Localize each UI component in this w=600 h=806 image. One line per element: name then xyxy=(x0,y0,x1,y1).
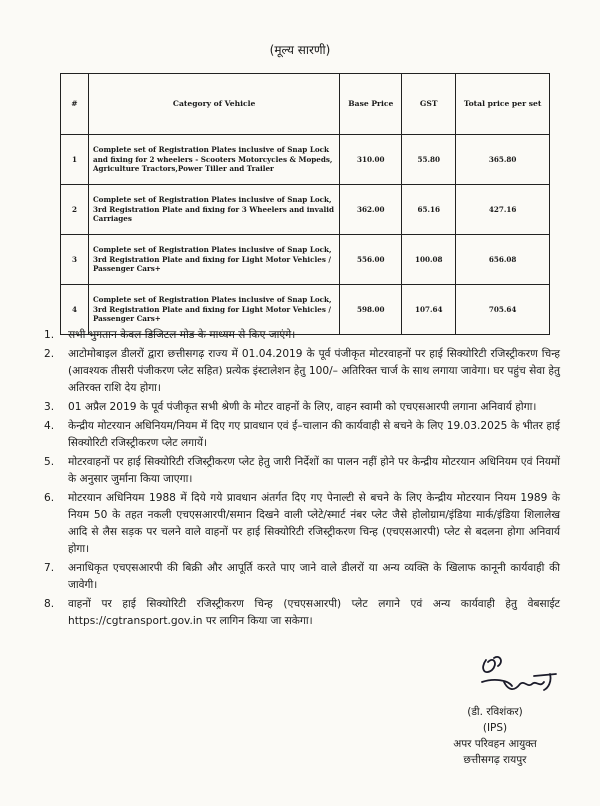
table-row xyxy=(61,235,550,285)
list-item xyxy=(44,490,560,558)
gst-amount: 100.08 xyxy=(402,235,456,285)
base-price: 310.00 xyxy=(340,135,402,185)
table-row xyxy=(61,185,550,235)
gst-amount: 107.64 xyxy=(402,285,456,335)
note-text: केन्द्रीय मोटरयान अधिनियम/नियम में दिए गए प्रावधान एवं ई–चालान की कार्यवाही से बचने के लिए 19.03.2025 के भीतर हाई सिक्योरिटी रजिस्ट्रीकरण प्लेट लगायें। xyxy=(68,420,560,449)
table-header-row xyxy=(61,74,550,135)
signatory-name: (डी. रविशंकर) xyxy=(467,706,523,718)
row-number: 1 xyxy=(61,135,89,185)
total-price: 656.08 xyxy=(456,235,550,285)
list-item xyxy=(44,327,560,344)
list-item xyxy=(44,596,560,630)
col-header-base-price: Base Price xyxy=(340,74,402,135)
note-number: 6. xyxy=(44,492,55,504)
note-text: वाहनों पर हाई सिक्योरिटी रजिस्ट्रीकरण चिन्ह (एचएसआरपी) प्लेट लगाने एवं अन्य कार्यवाही हेतु वेबसाईट https://cgtransport.gov.in पर लागिन किया जा सकेगा। xyxy=(68,598,560,627)
note-text: अनाधिकृत एचएसआरपी की बिक्री और आपूर्ति करते पाए जाने वाले डीलरों या अन्य व्यक्ति के खिलाफ कानूनी कार्यवाही की जावेगी। xyxy=(68,562,560,591)
note-text: 01 अप्रैल 2019 के पूर्व पंजीकृत सभी श्रेणी के मोटर वाहनों के लिए, वाहन स्वामी को एचएसआरपी लगाना अनिवार्य होगा। xyxy=(68,401,537,413)
vehicle-category: Complete set of Registration Plates inclusive of Snap Lock and fixing for 2 wheelers - Scooters Motorcycles & Mopeds, Agriculture Tractors,Power Tiller and Trailer xyxy=(88,135,339,185)
vehicle-category: Complete set of Registration Plates inclusive of Snap Lock, 3rd Registration Plate and fixing for Light Motor Vehicles / Passenger Cars+ xyxy=(88,285,339,335)
total-price: 705.64 xyxy=(456,285,550,335)
signatory-service: (IPS) xyxy=(482,722,508,734)
list-item xyxy=(44,399,560,416)
vehicle-category: Complete set of Registration Plates inclusive of Snap Lock, 3rd Registration Plate and fixing for 3 Wheelers and invalid Carriages xyxy=(88,185,339,235)
handwritten-signature xyxy=(474,652,564,704)
list-item xyxy=(44,418,560,452)
signature-block xyxy=(400,704,590,768)
gst-amount: 65.16 xyxy=(402,185,456,235)
col-header-number: # xyxy=(61,74,89,135)
list-item xyxy=(44,454,560,488)
note-number: 3. xyxy=(44,401,55,413)
row-number: 3 xyxy=(61,235,89,285)
list-item xyxy=(44,346,560,397)
note-text: आटोमोबाइल डीलरों द्वारा छत्तीसगढ़ राज्य में 01.04.2019 के पूर्व पंजीकृत मोटरवाहनों पर हाई सिक्योरिटी रजिस्ट्रीकरण चिन्ह (आवश्यक तीसरी पंजीकरण प्लेट सहित) प्रत्येक इंस्टालेशन हेतु 100/– अतिरिक्त चार्ज के साथ लगाया जावेगा। घर पहुंच सेवा हेतु अतिरक्त राशि देय होगा। xyxy=(68,348,560,394)
note-text: सभी भुगतान केवल डिजिटल मोड के माध्यम से किए जाएंगे। xyxy=(68,329,296,341)
col-header-total-price: Total price per set xyxy=(456,74,550,135)
note-text: मोटरवाहनों पर हाई सिक्योरिटी रजिस्ट्रीकरण प्लेट हेतु जारी निर्देशों का पालन नहीं होने पर केन्द्रीय मोटरयान अधिनियम एवं नियमों के अनुसार जुर्माना किया जाएगा। xyxy=(68,456,560,485)
notes-list xyxy=(44,327,560,632)
page-title: (मूल्य सारणी) xyxy=(269,43,331,57)
col-header-category: Category of Vehicle xyxy=(88,74,339,135)
vehicle-category: Complete set of Registration Plates inclusive of Snap Lock, 3rd Registration Plate and fixing for Light Motor Vehicles / Passenger Cars+ xyxy=(88,235,339,285)
total-price: 427.16 xyxy=(456,185,550,235)
note-number: 4. xyxy=(44,420,55,432)
base-price: 598.00 xyxy=(340,285,402,335)
note-number: 1. xyxy=(44,329,55,341)
row-number: 4 xyxy=(61,285,89,335)
gst-amount: 55.80 xyxy=(402,135,456,185)
total-price: 365.80 xyxy=(456,135,550,185)
note-number: 2. xyxy=(44,348,55,360)
list-item xyxy=(44,560,560,594)
col-header-gst: GST xyxy=(402,74,456,135)
row-number: 2 xyxy=(61,185,89,235)
price-table xyxy=(60,73,550,335)
table-row xyxy=(61,135,550,185)
note-text: मोटरयान अधिनियम 1988 में दिये गये प्रावधान अंतर्गत दिए गए पेनाल्टी से बचने के लिए केन्द्रीय मोटरयान नियम 1989 के नियम 50 के तहत नकली एचएसआरपी/समान दिखने वाली प्लेटे/स्मार्ट नंबर प्लेट जैसे होलोग्राम/इंडिया मार्क/इंडिया शिलालेख आदि से लैस सड़क पर चलने वाले वाहनों पर हाई सिक्योरिटी रजिस्ट्रीकरण चिन्ह (एचएसआरपी) प्लेट से बदलना होगा अनिवार्य होगा। xyxy=(68,492,560,555)
note-number: 8. xyxy=(44,598,55,610)
signatory-place: छत्तीसगढ़ रायपुर xyxy=(463,754,527,766)
signatory-designation: अपर परिवहन आयुक्त xyxy=(453,738,537,750)
note-number: 7. xyxy=(44,562,55,574)
base-price: 362.00 xyxy=(340,185,402,235)
note-number: 5. xyxy=(44,456,55,468)
base-price: 556.00 xyxy=(340,235,402,285)
